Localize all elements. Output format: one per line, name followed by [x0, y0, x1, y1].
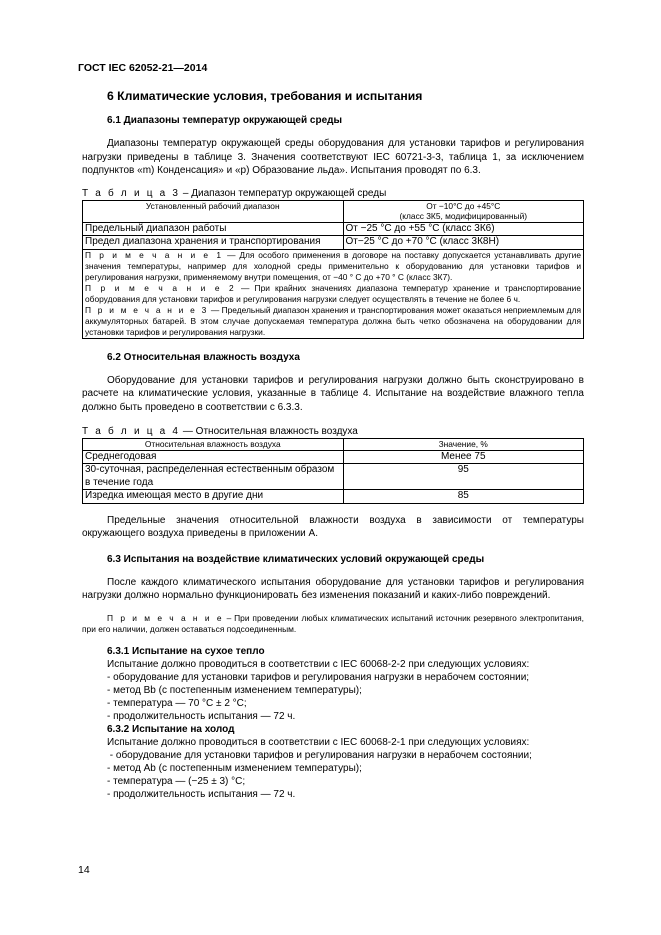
table-3-row-1-label: Предельный диапазон работы	[83, 222, 344, 236]
section-6-3-note-prefix: П р и м е ч а н и е	[107, 612, 224, 623]
table-4-row-3-label: Изредка имеющая место в другие дни	[83, 490, 344, 504]
table-row	[83, 490, 584, 504]
note-1-prefix: П р и м е ч а н и е 1	[85, 249, 224, 260]
list-item: - температура — 70 °С ± 2 °С;	[107, 697, 247, 709]
page-content	[82, 88, 584, 801]
note-2-prefix: П р и м е ч а н и е 2	[85, 282, 236, 293]
list-item: - метод Bb (с постепенным изменением температуры);	[107, 684, 362, 696]
table-3-note-1	[85, 250, 581, 283]
section-6-2-title: 6.2 Относительная влажность воздуха	[107, 351, 300, 363]
section-6-3-1-body	[107, 658, 584, 723]
list-item: - метод Ab (с постепенным изменением температуры);	[107, 762, 362, 774]
note-2-text: — При крайних значениях диапазона температур хранение и транспортирование оборудования для установки тарифов и регулирования нагрузки следует осуществлять в течение не более 6 ч.	[85, 282, 581, 304]
table-row	[83, 450, 584, 464]
section-6-3-2-title: 6.3.2 Испытание на холод	[107, 723, 235, 735]
table-4-header-row	[83, 439, 584, 451]
table-row	[83, 222, 584, 236]
list-item: Испытание должно проводиться в соответствии с IEC 60068-2-1 при следующих условиях:	[107, 736, 530, 748]
table-3-note-2	[85, 283, 581, 305]
section-6-3-note-text: – При проведении любых климатических испытаний источник резервного электропитания, при его наличии, должен оставаться подсоединенным.	[82, 612, 584, 634]
note-1-text: — Для особого применения в договоре на поставку допускается устанавливать другие значения температуры, например для холодной среды применительно к оборудованию для установки тарифов и регулирования нагрузки, применяемому внутри помещения, от −40 ° С до +70 ° С (класс 3К7).	[85, 249, 581, 282]
table-4-row-2-label: 30-суточная, распределенная естественным образом в течение года	[83, 464, 344, 490]
list-item: - продолжительность испытания — 72 ч.	[107, 710, 296, 722]
table-3-row-2-label: Предел диапазона хранения и транспортирования	[83, 236, 344, 250]
section-6-title: 6 Климатические условия, требования и испытания	[107, 89, 423, 103]
table-row	[83, 236, 584, 250]
table-4-header-right: Значение, %	[343, 439, 583, 451]
table-4-header-left: Относительная влажность воздуха	[83, 439, 344, 451]
table-row	[83, 464, 584, 490]
table-4-row-3-value: 85	[343, 490, 583, 504]
page-number: 14	[78, 864, 90, 876]
section-6-3-title: 6.3 Испытания на воздействие климатических условий окружающей среды	[107, 553, 485, 565]
section-6-2-paragraph: Оборудование для установки тарифов и регулирования нагрузки должно быть сконструировано в расчете на климатические условия, указанные в таблице 4. Испытание на воздействие влажного тепла должно быть проведено в соответствии с 6.3.3.	[82, 374, 584, 413]
table-3-header-range: От −10°С до +45°С	[426, 200, 501, 211]
list-item: - оборудование для установки тарифов и регулирования нагрузки в нерабочем состоянии;	[107, 671, 530, 683]
table-3-row-1-value: От −25 °С до +55 °С (класс 3К6)	[343, 222, 583, 236]
table-3-note-3	[85, 305, 581, 338]
table-4-after-paragraph: Предельные значения относительной влажности воздуха в зависимости от температуры окружающего воздуха приведены в приложении А.	[82, 514, 584, 539]
section-6-3-note	[82, 613, 584, 635]
section-6-3-paragraph: После каждого климатического испытания оборудование для установки тарифов и регулирования нагрузки должно нормально функционировать без изменения показаний и каких-либо повреждений.	[82, 576, 584, 601]
table-4-row-1-label: Среднегодовая	[83, 450, 344, 464]
section-6-3-1-title: 6.3.1 Испытание на сухое тепло	[107, 645, 265, 657]
section-6-3-2-body	[107, 736, 584, 801]
document-code: ГОСТ IEC 62052-21—2014	[78, 62, 208, 74]
section-6-1-paragraph: Диапазоны температур окружающей среды оборудования для установки тарифов и регулирования нагрузки приведены в таблице 3. Значения соответствуют IEC 60721-3-3, таблица 1, за исключением подпунктов «m) Конденсация» и «p) Образование льда». Испытания проводят по 6.3.	[82, 138, 584, 176]
table-3-notes-row	[83, 249, 584, 338]
list-item: - температура — (−25 ± 3) °С;	[107, 775, 246, 787]
table-3-header-class: (класс 3К5, модифицированный)	[399, 211, 528, 221]
table-3-caption	[82, 188, 584, 200]
list-item: - оборудование для установки тарифов и регулирования нагрузки в нерабочем состоянии;	[107, 749, 532, 761]
section-6-1-title: 6.1 Диапазоны температур окружающей среды	[107, 115, 343, 126]
table-3-header-left: Установленный рабочий диапазон	[83, 200, 344, 222]
table-4-row-2-value: 95	[343, 464, 583, 490]
table-4	[82, 438, 584, 504]
table-3-notes	[83, 249, 584, 338]
table-3-caption-text: – Диапазон температур окружающей среды	[180, 187, 387, 199]
table-3-header-right	[343, 200, 583, 222]
list-item: - продолжительность испытания — 72 ч.	[107, 788, 296, 800]
table-4-caption-text: — Относительная влажность воздуха	[180, 426, 358, 437]
table-4-caption	[82, 426, 584, 438]
note-3-prefix: П р и м е ч а н и е 3	[85, 304, 209, 315]
note-3-text: — Предельный диапазон хранения и транспортирования может оказаться неприемлемым для аккумуляторных батарей. В этом случае допускаемая температура должна быть четко обозначена на оборудовании для установки тарифов и регулирования нагрузки.	[85, 304, 581, 337]
table-4-caption-prefix: Т а б л и ц а 4	[82, 426, 181, 437]
table-3-row-2-value: От−25 °С до +70 °С (класс 3К8Н)	[343, 236, 583, 250]
list-item: Испытание должно проводиться в соответствии с IEC 60068-2-2 при следующих условиях:	[107, 658, 530, 670]
table-3	[82, 200, 584, 339]
table-3-caption-prefix: Т а б л и ц а 3	[82, 187, 181, 199]
table-4-row-1-value: Менее 75	[343, 450, 583, 464]
table-3-header-row	[83, 200, 584, 222]
